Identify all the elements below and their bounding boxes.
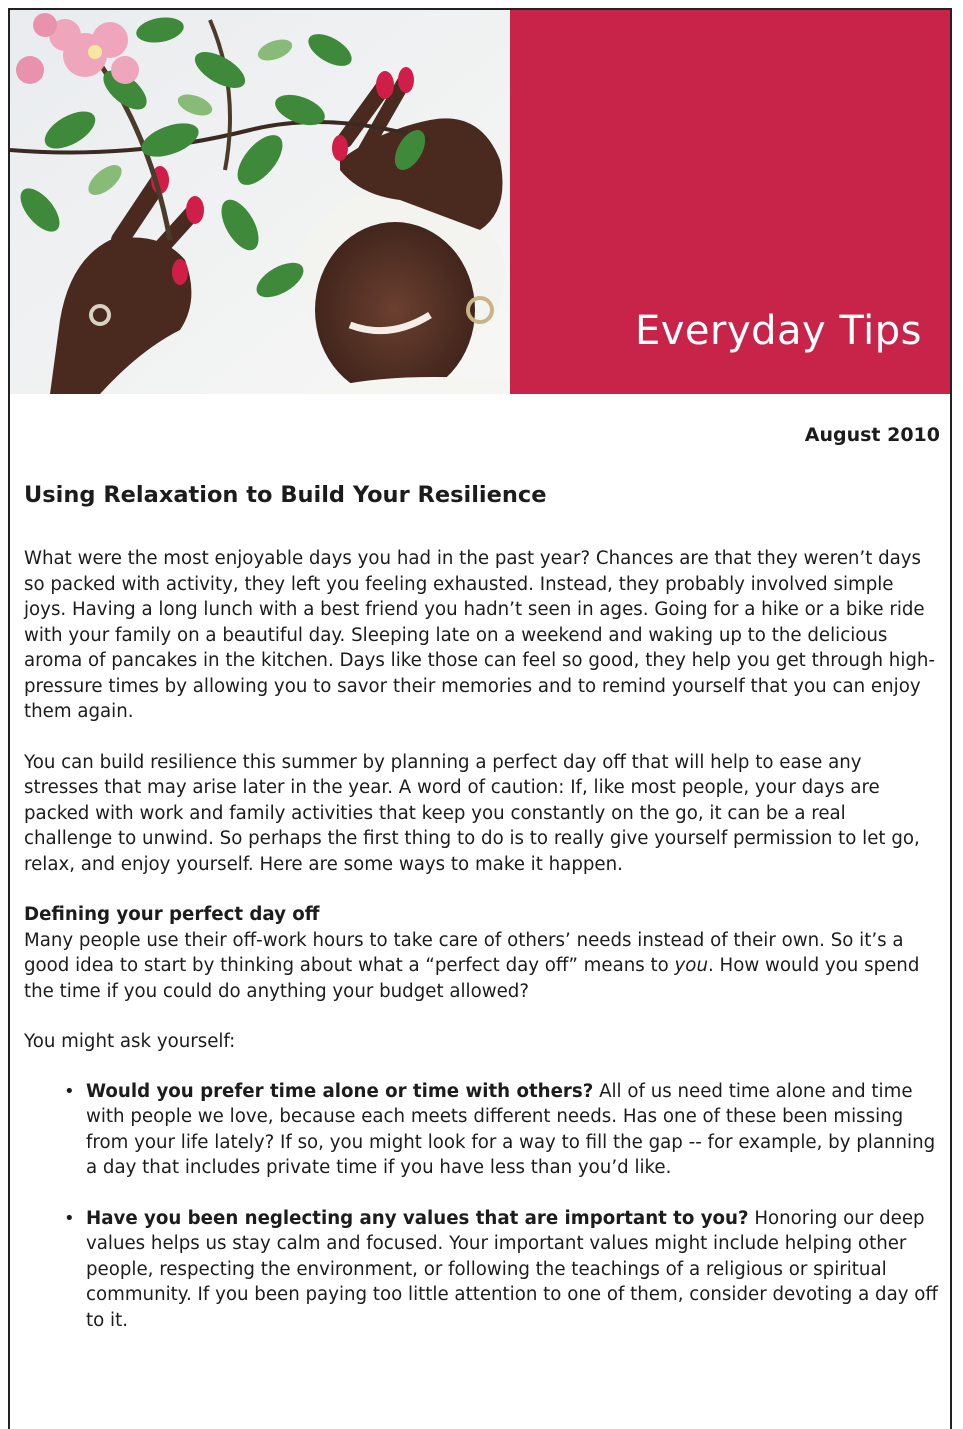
article-title: Using Relaxation to Build Your Resilience [24, 482, 547, 508]
paragraph-ask-yourself: You might ask yourself: [24, 1031, 236, 1052]
banner-title: Everyday Tips [634, 308, 922, 354]
banner-red-panel [510, 10, 950, 394]
section-subheading: Defining your perfect day off [24, 904, 320, 925]
bullet-icon: • [64, 1080, 75, 1102]
emphasis-you: you [674, 955, 708, 976]
list-item [64, 1079, 938, 1181]
photo-illustration [10, 10, 510, 394]
paragraph-perfect-day-text-a: Many people use their off-work hours to take care of others’ needs instead of their own. So it’s a good idea to start by thinking about what a “perfect day off” means to [24, 929, 904, 976]
list-item-text: All of us need time alone and time with people we love, because each meets different needs. Has one of these been missing from your life lately? If so, you might look for a way to fill the gap -- for example, by planning a day that includes private time if you have less than you’d like. [86, 1080, 936, 1178]
document-page [8, 8, 952, 1429]
paragraph-resilience: You can build resilience this summer by planning a perfect day off that will help to ease any stresses that may arise later in the year. A word of caution: If, like most people, your days are packed with work and family activities that keep you constantly on the go, it can be a real challenge to unwind. So perhaps the first thing to do is to really give yourself permission to let go, relax, and enjoy yourself. Here are some ways to make it happen. [24, 751, 920, 875]
photo-woman-flowers [10, 10, 510, 394]
list-item-question: Would you prefer time alone or time with others? [86, 1080, 594, 1102]
bullet-icon: • [64, 1207, 75, 1229]
list-item [64, 1206, 938, 1334]
paragraph-perfect-day [24, 928, 936, 1005]
header-banner [10, 10, 950, 394]
paragraph-intro: What were the most enjoyable days you had in the past year? Chances are that they weren’t days so packed with activity, they left you feeling exhausted. Instead, they probably involved simple joys. Having a long lunch with a best friend you hadn’t seen in ages. Going for a hike or a bike ride with your family on a beautiful day. Sleeping late on a weekend and waking up to the delicious aroma of pancakes in the kitchen. Days like those can feel so good, they help you get through high-pressure times by allowing you to savor their memories and to remind yourself that you can enjoy them again. [24, 548, 936, 722]
list-item-question: Have you been neglecting any values that are important to you? [86, 1207, 749, 1229]
list-item-text: Honoring our deep values helps us stay calm and focused. Your important values might include helping other people, respecting the environment, or following the teachings of a religious or spiritual community. If you been paying too little attention to one of them, consider devoting a day off to it. [86, 1207, 938, 1331]
question-list [24, 1079, 936, 1334]
article-body [24, 480, 936, 1358]
paragraph-perfect-day-text-b: . How would you spend the time if you could do anything your budget allowed? [24, 955, 920, 1002]
issue-date: August 2010 [804, 424, 940, 446]
